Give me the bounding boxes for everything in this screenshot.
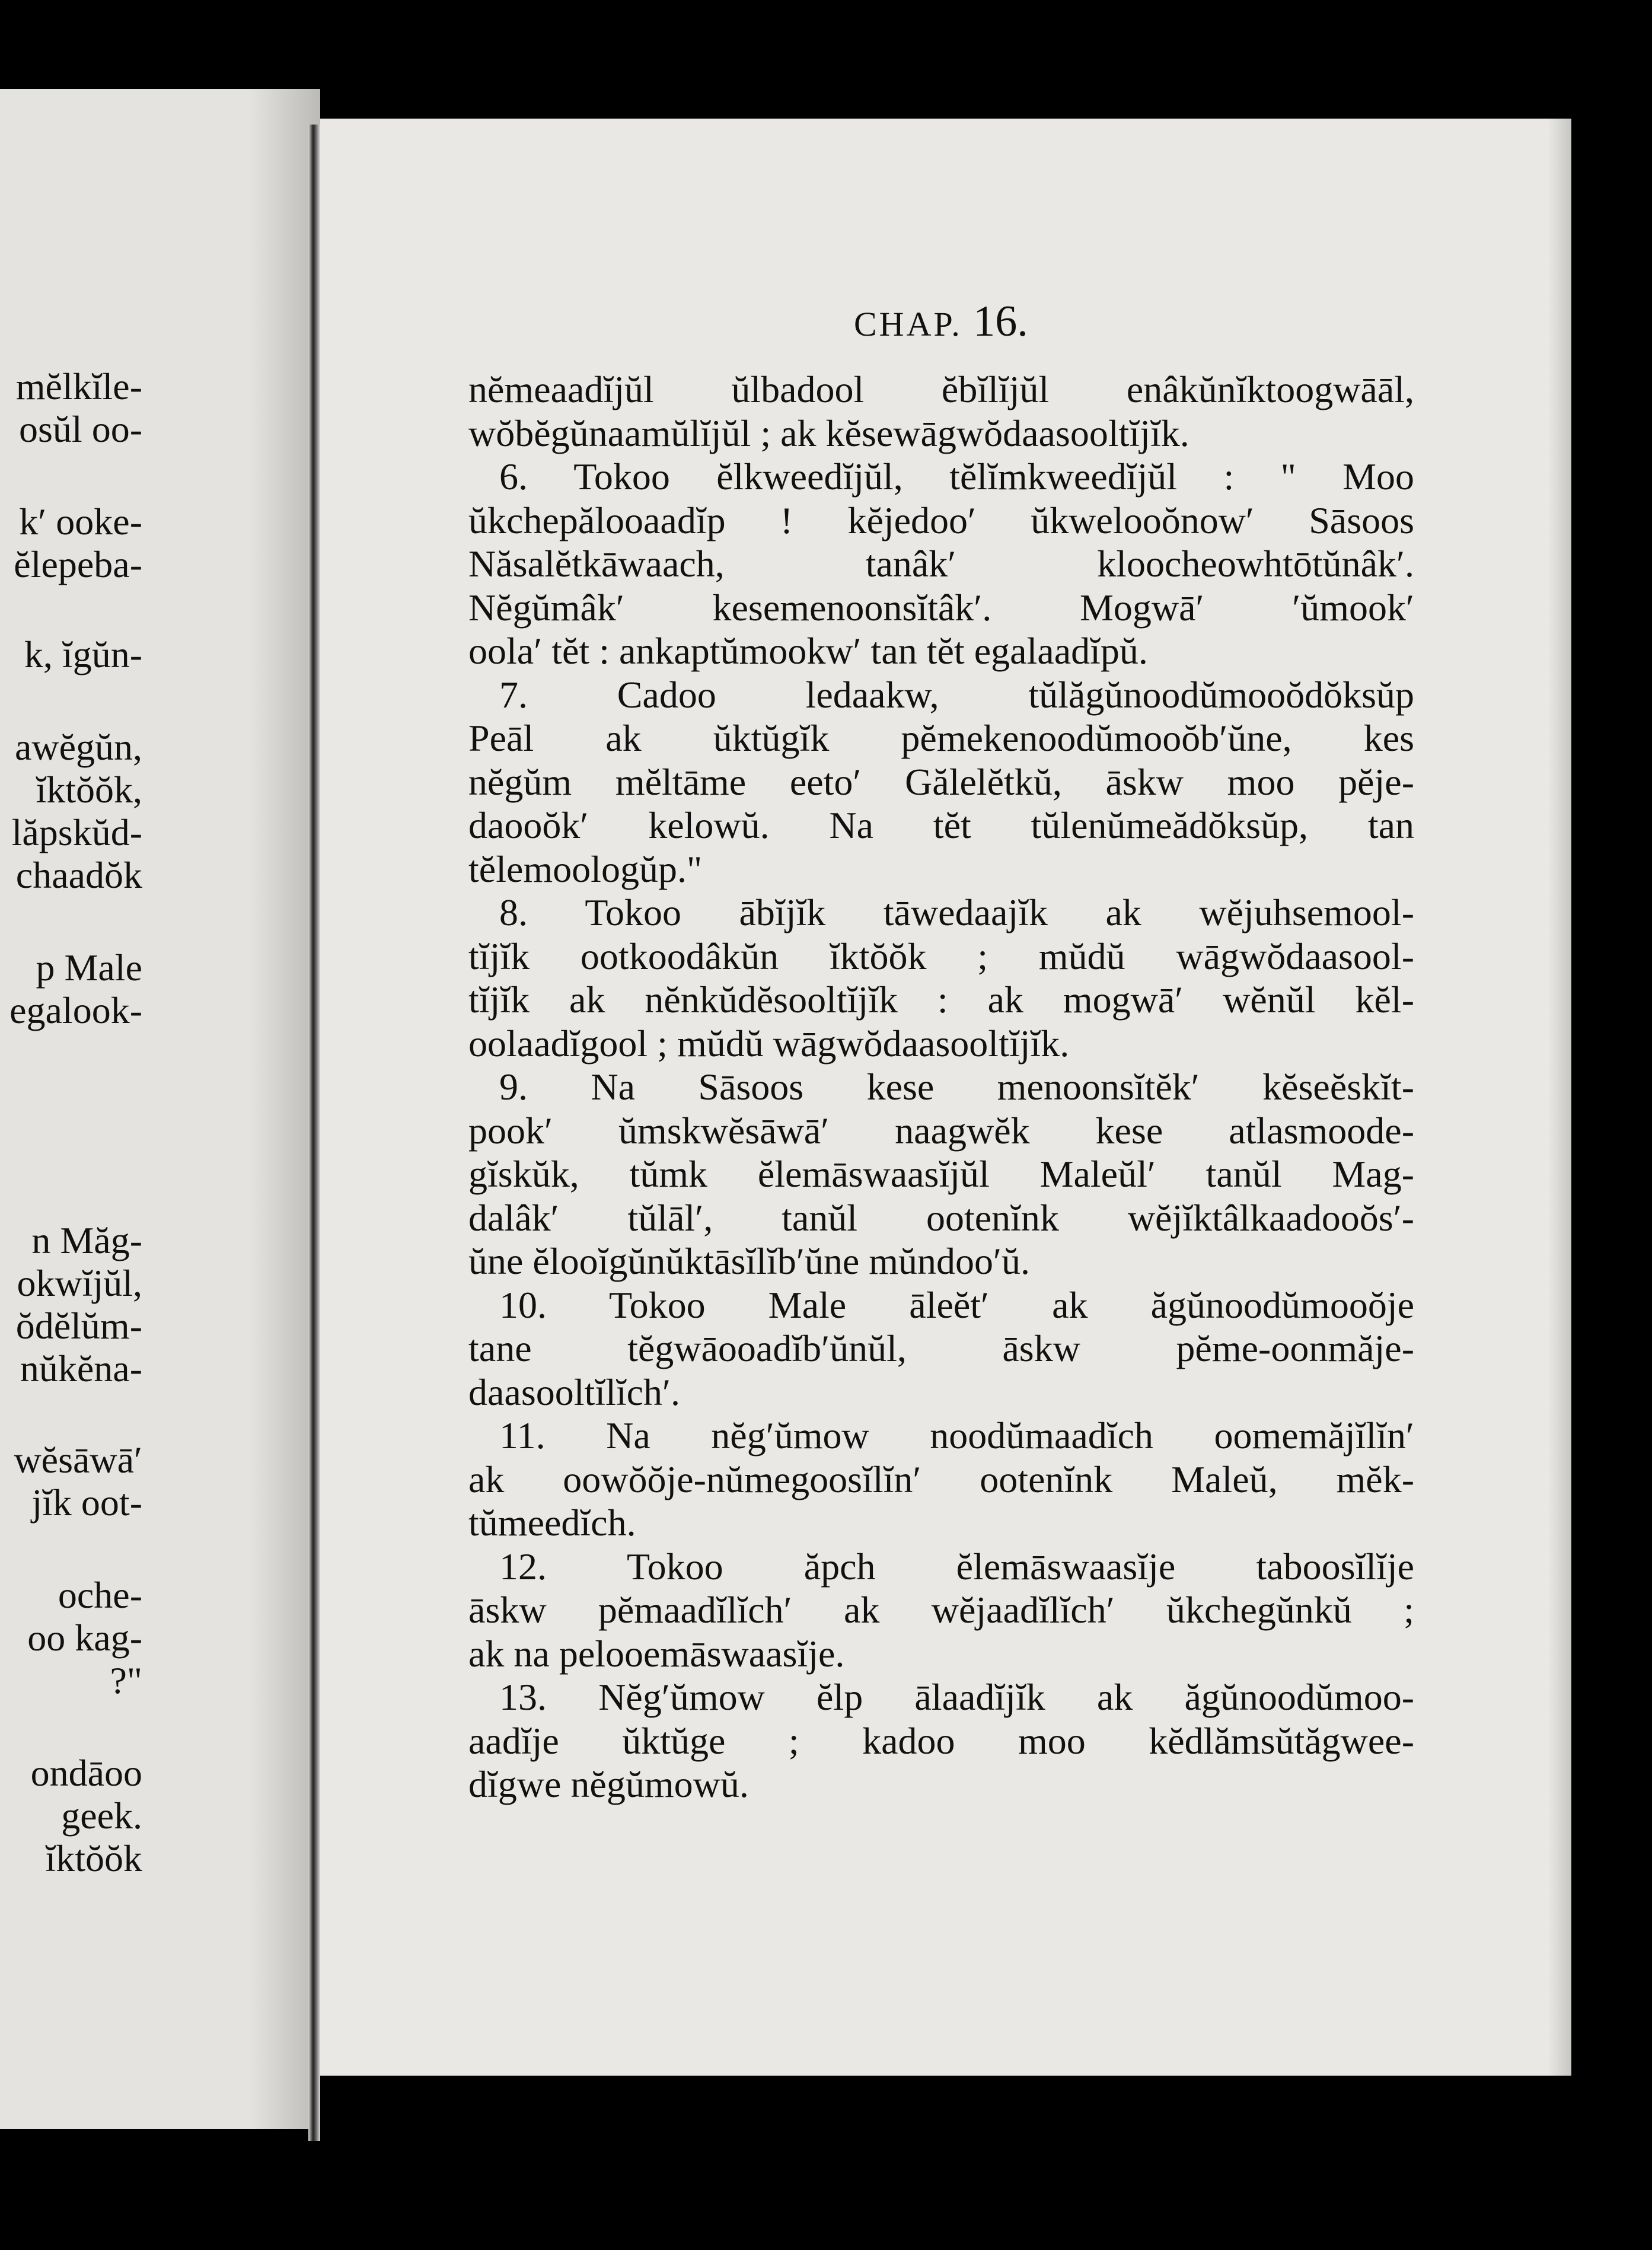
left-page-line: okwĭjŭl, xyxy=(17,1262,142,1304)
text-line: tĭjĭk ootkoodâkŭn ĭktŏŏk ; mŭdŭ wāgwŏdaasool- xyxy=(468,935,1414,977)
left-page-line: mĕlkĭle- xyxy=(15,365,142,407)
left-page-line: awĕgŭn, xyxy=(14,726,142,768)
text-line: dĭgwe nĕgŭmowŭ. xyxy=(468,1763,749,1805)
verse-start-line: 8. Tokoo ābĭjĭk tāwedaajĭk ak wĕjuhsemool- xyxy=(499,891,1414,933)
text-line: nĕmeaadĭjŭl ŭlbadool ĕbĭlĭjŭl enâkŭnĭktoogwāāl, xyxy=(468,368,1414,410)
chapter-number: 16. xyxy=(973,297,1028,346)
text-line: tane tĕgwāooadĭb′ŭnŭl, āskw pĕme-oonmăje- xyxy=(468,1327,1414,1369)
text-line: aadĭje ŭktŭge ; kadoo moo kĕdlămsŭtăgwee- xyxy=(468,1719,1414,1762)
left-page-line: lăpskŭd- xyxy=(11,811,142,853)
verse-start-line: 9. Na Sāsoos kese menoonsĭtĕk′ kĕseĕskĭt- xyxy=(499,1066,1414,1108)
verse-start-line: 11. Na nĕg′ŭmow noodŭmaadĭch oomemăjĭlĭn′ xyxy=(499,1414,1414,1457)
left-page-line: ŏdĕlŭm- xyxy=(15,1305,142,1347)
body-text xyxy=(468,368,1414,1806)
text-line: daasooltĭlĭch′. xyxy=(468,1371,681,1413)
text-line: ak oowŏŏje-nŭmegoosĭlĭn′ ootenĭnk Maleŭ, mĕk- xyxy=(468,1458,1414,1500)
text-line: ak na pelooemāswaasĭje. xyxy=(468,1632,845,1675)
text-line: gĭskŭk, tŭmk ĕlemāswaasĭjŭl Maleŭl′ tanŭl Mag- xyxy=(468,1153,1414,1195)
left-page-line: ondāoo xyxy=(30,1752,142,1794)
left-page-line: nŭkĕna- xyxy=(20,1347,142,1389)
text-line: wŏbĕgŭnaamŭlĭjŭl ; ak kĕsewāgwŏdaasooltĭjĭk. xyxy=(468,412,1189,454)
text-line: Peāl ak ŭktŭgĭk pĕmekenoodŭmooŏb′ŭne, kes xyxy=(468,717,1414,759)
left-page-line: oche- xyxy=(58,1574,142,1616)
left-page-line: n Măg- xyxy=(31,1219,142,1261)
left-page-line: ĭktŏŏk xyxy=(45,1837,142,1879)
left-page-line: ĭktŏŏk, xyxy=(36,769,142,811)
text-line: dalâk′ tŭlāl′, tanŭl ootenĭnk wĕjĭktâlkaadooŏs′- xyxy=(468,1196,1414,1239)
verse-start-line: 7. Cadoo ledaakw, tŭlăgŭnoodŭmooŏdŏksŭp xyxy=(499,673,1414,716)
running-head xyxy=(854,297,1028,347)
text-line: tĕlemoologŭp." xyxy=(468,847,703,890)
left-page-line: chaadŏk xyxy=(15,854,142,896)
left-page-line: geek. xyxy=(61,1795,142,1837)
verse-start-line: 12. Tokoo ăpch ĕlemāswaasĭje taboosĭlĭje xyxy=(499,1545,1414,1588)
text-line: tŭmeedĭch. xyxy=(468,1502,636,1544)
text-line: oolaadĭgool ; mŭdŭ wāgwŏdaasooltĭjĭk. xyxy=(468,1022,1070,1065)
book-gutter xyxy=(308,125,320,2141)
left-page-line: wĕsāwā′ xyxy=(14,1439,142,1481)
left-page-line: k, ĭgŭn- xyxy=(24,633,142,675)
text-line: tĭjĭk ak nĕnkŭdĕsooltĭjĭk : ak mogwā′ wĕnŭl kĕl- xyxy=(468,979,1414,1021)
verse-start-line: 10. Tokoo Male āleĕt′ ak ăgŭnoodŭmooŏje xyxy=(499,1283,1414,1326)
verse-start-line: 6. Tokoo ĕlkweedĭjŭl, tĕlĭmkweedĭjŭl : " Moo xyxy=(499,455,1414,498)
text-line: āskw pĕmaadĭlĭch′ ak wĕjaadĭlĭch′ ŭkchegŭnkŭ ; xyxy=(468,1589,1414,1631)
text-line: Nĕgŭmâk′ kesemenoonsĭtâk′. Mogwā′ ′ŭmook′ xyxy=(468,586,1414,629)
text-line: ŭne ĕlooĭgŭnŭktāsĭlĭb′ŭne mŭndoo′ŭ. xyxy=(468,1240,1030,1282)
verse-start-line: 13. Nĕg′ŭmow ĕlp ālaadĭjĭk ak ăgŭnoodŭmoo- xyxy=(499,1676,1414,1718)
left-page-line: k′ ooke- xyxy=(19,501,142,543)
text-line: daooŏk′ kelowŭ. Na tĕt tŭlenŭmeădŏksŭp, tan xyxy=(468,804,1414,846)
left-page-line: osŭl oo- xyxy=(19,408,142,450)
left-page-line: ĕlepeba- xyxy=(14,543,142,585)
left-page-line: oo kag- xyxy=(27,1617,142,1659)
text-line: pook′ ŭmskwĕsāwā′ naagwĕk kese atlasmoode- xyxy=(468,1109,1414,1152)
text-line: nĕgŭm mĕltāme eeto′ Gălelĕtkŭ, āskw moo pĕje- xyxy=(468,760,1414,803)
text-line: oola′ tĕt : ankaptŭmookw′ tan tĕt egalaadĭpŭ. xyxy=(468,630,1148,672)
left-page-line: jĭk oot- xyxy=(31,1481,142,1524)
left-page-line: ?" xyxy=(110,1659,142,1701)
text-line: Năsalĕtkāwaach, tanâk′ kloocheowhtōtŭnâk′. xyxy=(468,543,1414,585)
left-page-line: p Male xyxy=(36,946,142,989)
running-head-label: CHAP. xyxy=(854,305,962,343)
left-page-text xyxy=(0,0,142,2250)
left-page-line: egalook- xyxy=(9,989,142,1031)
text-line: ŭkchepălooaadĭp ! kĕjedoo′ ŭkwelooŏnow′ Sāsoos xyxy=(468,499,1414,541)
